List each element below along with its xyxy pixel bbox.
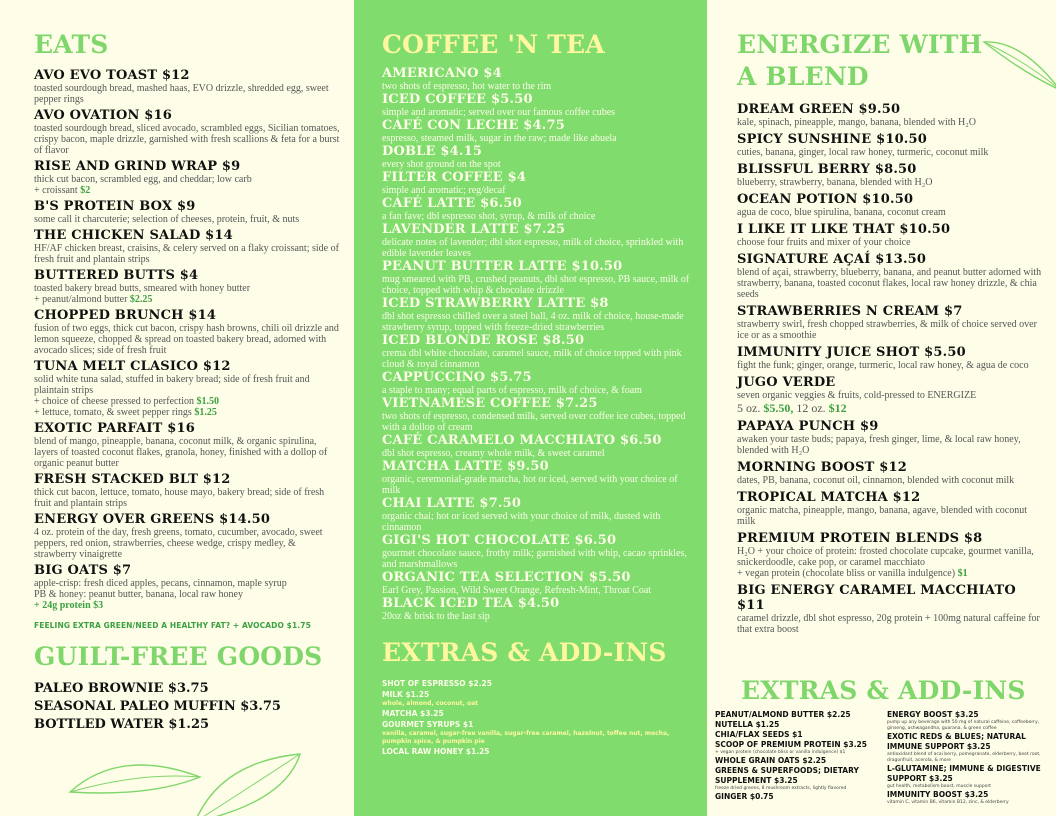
item-name: I LIKE IT LIKE THAT $10.50 xyxy=(737,222,951,237)
menu-item xyxy=(34,512,340,560)
description-text: 20oz & brisk to the last sip xyxy=(382,611,490,622)
description-text: fusion of two eggs, thick cut bacon, crispy hash browns, chili oil drizzle and lemon squeeze, chopped & spread on toasted bakery bread, adorned with avocado slices; side of fresh fruit xyxy=(34,323,339,356)
menu-item xyxy=(382,196,697,222)
menu-item xyxy=(34,421,340,469)
description-text: Earl Grey, Passion, Wild Sweet Orange, Refresh-Mint, Throat Coat xyxy=(382,585,652,596)
item-description xyxy=(737,613,1046,635)
item-description xyxy=(34,243,340,265)
addon-price: $1.25 xyxy=(194,407,217,418)
menu-item xyxy=(737,460,1046,486)
item-description xyxy=(737,267,1046,300)
item-description xyxy=(382,274,697,296)
addon-item: LOCAL RAW HONEY $1.25 xyxy=(382,747,490,756)
addon-text: + peanut/almond butter xyxy=(34,294,130,305)
avocado-note: FEELING EXTRA GREEN/NEED A HEALTHY FAT? + AVOCADO $1.75 xyxy=(34,621,311,630)
menu-item xyxy=(382,222,697,259)
addon-item: PEANUT/ALMOND BUTTER $2.25 xyxy=(715,710,851,719)
item-name: SPICY SUNSHINE $10.50 xyxy=(737,132,928,147)
coffee-column xyxy=(354,0,707,816)
item-description xyxy=(34,214,340,225)
item-description xyxy=(382,548,697,570)
addon-options: gut health, metabolism boost, muscle support xyxy=(887,784,992,789)
list-item: PALEO BROWNIE $3.75 xyxy=(34,681,209,696)
addon-options: + vegan protein (chocolate bliss or vanilla indulgence) $1 xyxy=(715,750,846,755)
item-name: BLACK ICED TEA $4.50 xyxy=(382,596,560,611)
menu-item xyxy=(34,472,340,509)
menu-item xyxy=(737,345,1046,371)
menu-item xyxy=(382,433,697,459)
addon-item: IMMUNITY BOOST $3.25 xyxy=(887,790,989,799)
description-text: seven organic veggies & fruits, cold-pressed to ENERGIZE xyxy=(737,390,977,401)
menu-item xyxy=(34,68,340,105)
menu-item xyxy=(737,419,1046,456)
item-description xyxy=(382,185,697,196)
item-description xyxy=(737,177,1046,188)
addon-item: ENERGY BOOST $3.25 xyxy=(887,710,979,719)
addon-item: MILK $1.25 xyxy=(382,690,430,699)
item-description xyxy=(34,578,340,589)
item-name: IMMUNITY JUICE SHOT $5.50 xyxy=(737,345,966,360)
addon-item: CHIA/FLAX SEEDS $1 xyxy=(715,730,803,739)
description-text: toasted bakery bread butts, smeared with honey butter xyxy=(34,283,251,294)
item-description xyxy=(737,390,1046,401)
item-name: STRAWBERRIES N CREAM $7 xyxy=(737,304,963,319)
eats-list xyxy=(34,68,340,611)
item-addon xyxy=(737,568,1046,579)
item-description xyxy=(382,107,697,118)
item-name: BUTTERED BUTTS $4 xyxy=(34,268,199,283)
description-text: organic chai; hot or iced served with your choice of milk, dusted with cinnamon xyxy=(382,511,661,533)
description-text: strawberry swirl, fresh chopped strawberries, & milk of choice served over ice or as a smoothie xyxy=(737,319,1037,341)
description-text: choose four fruits and mixer of your choice xyxy=(737,237,911,248)
item-name: CAPPUCCINO $5.75 xyxy=(382,370,532,385)
addon-item: SHOT OF ESPRESSO $2.25 xyxy=(382,679,492,688)
menu-item xyxy=(382,333,697,370)
description-text: dbl shot espresso, creamy whole milk, & sweet caramel xyxy=(382,448,605,459)
item-description xyxy=(34,487,340,509)
item-name: B'S PROTEIN BOX $9 xyxy=(34,199,196,214)
addon-text: + croissant xyxy=(34,185,81,196)
leaf-icon xyxy=(982,32,1056,92)
item-name: ORGANIC TEA SELECTION $5.50 xyxy=(382,570,631,585)
item-addon xyxy=(34,294,340,305)
item-name: PAPAYA PUNCH $9 xyxy=(737,419,879,434)
item-description xyxy=(382,348,697,370)
item-name: LAVENDER LATTE $7.25 xyxy=(382,222,566,237)
menu-item xyxy=(737,375,1046,415)
energy-column xyxy=(707,0,1056,816)
description-text: delicate notes of lavender; dbl shot espresso, milk of choice, sprinkled with edible lavender leaves xyxy=(382,237,684,259)
description-text: dbl shot espresso chilled over a steel ball, 4 oz. milk of choice, house-made strawberry syrup, topped with freeze-dried strawberries xyxy=(382,311,684,333)
item-description xyxy=(382,448,697,459)
description-text: thick cut bacon, scrambled egg, and cheddar; low carb xyxy=(34,174,252,185)
item-addon xyxy=(34,396,340,407)
description-text: simple and aromatic; served over our famous coffee cubes xyxy=(382,107,616,118)
menu-item xyxy=(34,228,340,265)
size-prices xyxy=(737,401,1046,415)
item-description xyxy=(382,474,697,496)
addon-item: NUTELLA $1.25 xyxy=(715,720,780,729)
energy-extras-left xyxy=(715,710,885,802)
item-name: MORNING BOOST $12 xyxy=(737,460,907,475)
item-description xyxy=(737,117,1046,128)
addon-price: $2.25 xyxy=(129,294,153,305)
description-text: toasted sourdough bread, sliced avocado, scrambled eggs, Sicilian tomatoes, crispy bacon, maple drizzle, garnished with fresh scallions & feta for a burst of flavor xyxy=(34,123,340,156)
description-text: simple and aromatic; reg/decaf xyxy=(382,185,506,196)
item-description xyxy=(34,323,340,356)
item-name: DOBLE $4.15 xyxy=(382,144,483,159)
menu-item xyxy=(737,490,1046,527)
guilt-free-title: GUILT-FREE GOODS xyxy=(34,642,323,671)
item-addon xyxy=(34,407,340,418)
addon-item: GINGER $0.75 xyxy=(715,792,774,801)
item-name: ICED STRAWBERRY LATTE $8 xyxy=(382,296,609,311)
item-name: ICED COFFEE $5.50 xyxy=(382,92,533,107)
item-name: CAFÉ CARAMELO MACCHIATO $6.50 xyxy=(382,433,662,448)
item-name: ICED BLONDE ROSE $8.50 xyxy=(382,333,585,348)
description-text: organic matcha, pineapple, mango, banana, agave, blended with coconut milk xyxy=(737,505,1027,527)
description-text: apple-crisp: fresh diced apples, pecans, cinnamon, maple syrup xyxy=(34,578,287,589)
menu-item xyxy=(737,162,1046,188)
menu-item xyxy=(382,459,697,496)
menu-item xyxy=(382,66,697,92)
energy-title-line1: ENERGIZE WITH xyxy=(737,30,983,59)
description-text: two shots of espresso, condensed milk, served over coffee ice cubes, topped with a dollop of cream xyxy=(382,411,686,433)
leaf-icon xyxy=(60,752,310,816)
menu-item xyxy=(737,252,1046,300)
menu-item xyxy=(737,583,1046,635)
addon-price: + 24g protein $3 xyxy=(34,600,104,611)
menu-item xyxy=(34,199,340,225)
addon-text: + choice of cheese pressed to perfection xyxy=(34,396,197,407)
menu-item xyxy=(34,359,340,418)
menu-item xyxy=(382,170,697,196)
item-name: RISE AND GRIND WRAP $9 xyxy=(34,159,241,174)
item-name: CAFÉ LATTE $6.50 xyxy=(382,196,522,211)
addon-text: + lettuce, tomato, & sweet pepper rings xyxy=(34,407,195,418)
addon-item: SCOOP OF PREMIUM PROTEIN $3.25 xyxy=(715,740,867,749)
item-description xyxy=(737,434,1046,456)
item-name: BIG ENERGY CARAMEL MACCHIATO $11 xyxy=(737,583,1016,613)
item-description xyxy=(737,475,1046,486)
coffee-extras-list xyxy=(382,678,697,757)
item-name: TUNA MELT CLASICO $12 xyxy=(34,359,231,374)
menu-item xyxy=(737,192,1046,218)
description-text: fight the funk; ginger, orange, turmeric, local raw honey, & agua de coco xyxy=(737,360,1029,371)
description-text: agua de coco, blue spirulina, banana, coconut cream xyxy=(737,207,946,218)
description-text: every shot ground on the spot xyxy=(382,159,501,170)
item-name: BLISSFUL BERRY $8.50 xyxy=(737,162,917,177)
menu-item xyxy=(737,222,1046,248)
addon-price: $2 xyxy=(80,185,91,196)
item-description xyxy=(34,123,340,156)
item-name: VIETNAMESE COFFEE $7.25 xyxy=(382,396,598,411)
menu-item xyxy=(382,296,697,333)
description-text: dates, PB, banana, coconut oil, cinnamon, blended with coconut milk xyxy=(737,475,1015,486)
menu-item xyxy=(737,304,1046,341)
item-name: SIGNATURE AÇAÍ $13.50 xyxy=(737,252,927,267)
addon-options: antioxidant blend of acai berry, pomegranate, elderberry, beet root, dragonfruit, acerola, & more xyxy=(887,752,1041,763)
item-name: CHAI LATTE $7.50 xyxy=(382,496,522,511)
description-text: cuties, banana, ginger, local raw honey, turmeric, coconut milk xyxy=(737,147,989,158)
item-name: THE CHICKEN SALAD $14 xyxy=(34,228,233,243)
menu-item xyxy=(34,308,340,356)
item-description xyxy=(382,133,697,144)
item-name: TROPICAL MATCHA $12 xyxy=(737,490,921,505)
item-description xyxy=(382,585,697,596)
item-name: EXOTIC PARFAIT $16 xyxy=(34,421,196,436)
item-description xyxy=(382,237,697,259)
menu-item xyxy=(382,570,697,596)
item-name: AMERICANO $4 xyxy=(382,66,502,81)
menu-item xyxy=(34,268,340,305)
item-description xyxy=(382,411,697,433)
item-description xyxy=(382,211,697,222)
description-text: blueberry, strawberry, banana, blended with H₂O xyxy=(737,177,933,188)
item-name: AVO EVO TOAST $12 xyxy=(34,68,190,83)
description-text: 4 oz. protein of the day, fresh greens, tomato, cucumber, avocado, sweet peppers, red onion, strawberries, cheese wedge, crispy medley, & strawberry vinaigrette xyxy=(34,527,323,560)
item-description xyxy=(737,505,1046,527)
item-name: BIG OATS $7 xyxy=(34,563,132,578)
item-name: CHOPPED BRUNCH $14 xyxy=(34,308,217,323)
description-text: espresso, steamed milk, sugar in the raw; made like abuela xyxy=(382,133,617,144)
item-description xyxy=(382,81,697,92)
description-text: mug smeared with PB, crushed peanuts, dbl shot espresso, PB sauce, milk of choice, topped with whip & chocolate drizzle xyxy=(382,274,690,296)
addon-options: whole, almond, coconut, oat xyxy=(382,700,479,707)
coffee-extras-title: EXTRAS & ADD-INS xyxy=(382,638,667,667)
energy-list xyxy=(737,102,1046,635)
item-name: FRESH STACKED BLT $12 xyxy=(34,472,231,487)
description-text: caramel drizzle, dbl shot espresso, 20g protein + 100mg natural caffeine for that extra boost xyxy=(737,613,1040,635)
addon-price: $1 xyxy=(957,568,968,579)
item-name: PEANUT BUTTER LATTE $10.50 xyxy=(382,259,623,274)
item-description xyxy=(737,546,1046,568)
price: $12 xyxy=(828,401,847,415)
item-name: JUGO VERDE xyxy=(737,375,836,390)
item-description xyxy=(382,611,697,622)
addon-item: GOURMET SYRUPS $1 xyxy=(382,720,474,729)
item-name: CAFÉ CON LECHE $4.75 xyxy=(382,118,565,133)
guilt-free-list xyxy=(34,680,340,734)
menu-item xyxy=(737,102,1046,128)
description-text: organic, ceremonial-grade matcha, hot or iced, served with your choice of milk xyxy=(382,474,678,496)
item-name: MATCHA LATTE $9.50 xyxy=(382,459,549,474)
description-text: gourmet chocolate sauce, frothy milk; garnished with whip, cacao sprinkles, and marshmallows xyxy=(382,548,687,570)
description-text: blend of açai, strawberry, blueberry, banana, and peanut butter adorned with strawberry, banana, toasted coconut flakes, local raw honey drizzle, & chia seeds xyxy=(737,267,1042,300)
item-addon xyxy=(34,589,340,600)
description-text: two shots of espresso, hot water to the rim xyxy=(382,81,552,92)
description-text: toasted sourdough bread, mashed haas, EVO drizzle, shredded egg, sweet pepper rings xyxy=(34,83,329,105)
addon-text: PB & honey: peanut butter, banana, local raw honey xyxy=(34,589,243,600)
addon-item: GREENS & SUPERFOODS; DIETARY SUPPLEMENT $3.25 xyxy=(715,766,859,785)
menu-item xyxy=(382,118,697,144)
addon-options: vitamin C, vitamin B6, vitamin B12, zinc, & elderberry xyxy=(887,800,1009,805)
addon-options: pump up any beverage with 50 mg of natural caffeine, coffeeberry, ginseng, ashwagandha, guarana, & green coffee xyxy=(887,720,1040,731)
description-text: thick cut bacon, lettuce, tomato, house mayo, bakery bread; side of fresh fruit and plantain strips xyxy=(34,487,325,509)
item-description xyxy=(737,237,1046,248)
description-text: some call it charcuterie; selection of cheeses, protein, fruit, & nuts xyxy=(34,214,300,225)
item-description xyxy=(737,207,1046,218)
description-text: H₂O + your choice of protein: frosted chocolate cupcake, gourmet vanilla, snickerdoodle, cake pop, or caramel macchiato xyxy=(737,546,1034,568)
addon-item: L-GLUTAMINE; IMMUNE & DIGESTIVE SUPPORT $3.25 xyxy=(887,764,1041,783)
item-description xyxy=(737,147,1046,158)
menu-item xyxy=(382,396,697,433)
item-description xyxy=(382,159,697,170)
addon-item: WHOLE GRAIN OATS $2.25 xyxy=(715,756,827,765)
item-description xyxy=(382,511,697,533)
item-description xyxy=(737,319,1046,341)
addon-options: vanilla, caramel, sugar-free vanilla, sugar-free caramel, hazelnut, toffee nut, mocha, pumpkin spice, & pumpkin pie xyxy=(382,730,670,745)
item-name: DREAM GREEN $9.50 xyxy=(737,102,901,117)
menu-item xyxy=(382,259,697,296)
menu-item xyxy=(737,531,1046,579)
menu-item xyxy=(34,108,340,156)
menu-item xyxy=(382,533,697,570)
item-description xyxy=(34,83,340,105)
menu-item xyxy=(34,563,340,611)
size-label: 5 oz. xyxy=(737,401,761,415)
coffee-title: COFFEE 'N TEA xyxy=(382,30,605,59)
item-description xyxy=(34,174,340,185)
energy-extras-title: EXTRAS & ADD-INS xyxy=(741,676,1026,705)
energy-extras-right xyxy=(887,710,1051,806)
description-text: a fan fave; dbl espresso shot, syrup, & milk of choice xyxy=(382,211,596,222)
description-text: blend of mango, pineapple, banana, coconut milk, & organic spirulina, layers of toasted coconut flakes, granola, honey, finished with a dollop of organic peanut butter xyxy=(34,436,328,469)
addon-price: $1.50 xyxy=(196,396,220,407)
menu-item xyxy=(382,370,697,396)
item-name: PREMIUM PROTEIN BLENDS $8 xyxy=(737,531,983,546)
item-description xyxy=(737,360,1046,371)
item-description xyxy=(34,436,340,469)
description-text: HF/AF chicken breast, craisins, & celery served on a flaky croissant; side of fresh fruit and plantain strips xyxy=(34,243,339,265)
menu-item xyxy=(382,496,697,533)
eats-title: EATS xyxy=(34,30,109,59)
description-text: kale, spinach, pineapple, mango, banana, blended with H₂O xyxy=(737,117,976,128)
price: $5.50, xyxy=(763,401,794,415)
item-description xyxy=(382,385,697,396)
description-text: crema dbl white chocolate, caramel sauce, milk of choice topped with pink cloud & royal cinnamon xyxy=(382,348,682,370)
menu-item xyxy=(34,159,340,196)
item-name: FILTER COFFEE $4 xyxy=(382,170,527,185)
description-text: solid white tuna salad, stuffed in bakery bread; side of fresh fruit and plaintain strips xyxy=(34,374,310,396)
list-item: SEASONAL PALEO MUFFIN $3.75 xyxy=(34,699,281,714)
item-name: GIGI'S HOT CHOCOLATE $6.50 xyxy=(382,533,617,548)
addon-item: MATCHA $3.25 xyxy=(382,709,444,718)
list-item: BOTTLED WATER $1.25 xyxy=(34,717,210,732)
eats-column xyxy=(0,0,354,816)
addon-text: + vegan protein (chocolate bliss or vanilla indulgence) xyxy=(737,568,958,579)
size-label: 12 oz. xyxy=(796,401,826,415)
item-description xyxy=(34,283,340,294)
menu-item xyxy=(737,132,1046,158)
addon-options: freeze dried greens, 8 mushroom extracts, lightly flavored xyxy=(715,786,847,791)
item-description xyxy=(382,311,697,333)
item-description xyxy=(34,374,340,396)
description-text: a staple to many; equal parts of espresso, milk of choice, & foam xyxy=(382,385,642,396)
item-name: AVO OVATION $16 xyxy=(34,108,173,123)
item-name: OCEAN POTION $10.50 xyxy=(737,192,914,207)
menu-item xyxy=(382,596,697,622)
item-addon xyxy=(34,185,340,196)
menu-item xyxy=(382,92,697,118)
item-description xyxy=(34,527,340,560)
energy-title-line2: A BLEND xyxy=(737,62,869,91)
description-text: awaken your taste buds; papaya, fresh ginger, lime, & local raw honey, blended with H₂O xyxy=(737,434,1021,456)
item-addon xyxy=(34,600,340,611)
menu-item xyxy=(382,144,697,170)
item-name: ENERGY OVER GREENS $14.50 xyxy=(34,512,271,527)
coffee-list xyxy=(382,66,697,622)
addon-item: EXOTIC REDS & BLUES; NATURAL IMMUNE SUPPORT $3.25 xyxy=(887,732,1026,751)
